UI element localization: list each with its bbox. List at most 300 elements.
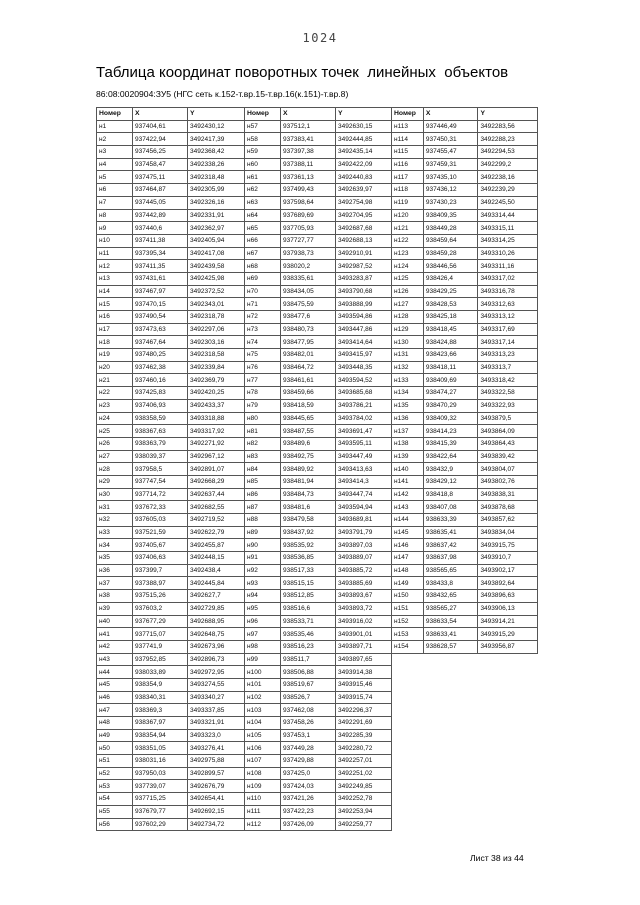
- y-coordinate: 3493312,63: [478, 298, 538, 311]
- y-coordinate: 3492369,79: [188, 374, 245, 387]
- table-row: [97, 323, 245, 336]
- x-coordinate: 937464,87: [133, 184, 188, 197]
- point-number: н97: [245, 628, 281, 641]
- y-coordinate: 3493448,35: [336, 361, 392, 374]
- table-row: [245, 158, 392, 171]
- y-coordinate: 3493415,97: [336, 349, 392, 362]
- point-number: н44: [97, 666, 133, 679]
- table-row: [392, 361, 538, 374]
- table-row: [245, 628, 392, 641]
- x-coordinate: 937445,05: [133, 196, 188, 209]
- x-coordinate: 938633,54: [423, 615, 478, 628]
- point-number: н53: [97, 780, 133, 793]
- table-row: [245, 539, 392, 552]
- point-number: н30: [97, 488, 133, 501]
- table-row: [392, 590, 538, 603]
- table-row: [245, 234, 392, 247]
- y-coordinate: 3493914,38: [336, 666, 392, 679]
- coordinates-table-3: [391, 107, 538, 654]
- point-number: н147: [392, 552, 424, 565]
- y-coordinate: 3492252,78: [336, 793, 392, 806]
- table-row: [245, 577, 392, 590]
- y-coordinate: 3492673,96: [188, 640, 245, 653]
- point-number: н15: [97, 298, 133, 311]
- x-coordinate: 938418,11: [423, 361, 478, 374]
- x-coordinate: 937603,2: [133, 602, 188, 615]
- x-coordinate: 937426,09: [281, 818, 336, 831]
- y-coordinate: 3492688,95: [188, 615, 245, 628]
- x-coordinate: 937714,72: [133, 488, 188, 501]
- point-number: н25: [97, 425, 133, 438]
- y-coordinate: 3492455,87: [188, 539, 245, 552]
- table-row: [97, 564, 245, 577]
- y-coordinate: 3492318,58: [188, 349, 245, 362]
- y-coordinate: 3492704,95: [336, 209, 392, 222]
- y-coordinate: 3493322,58: [478, 387, 538, 400]
- point-number: н82: [245, 437, 281, 450]
- point-number: н129: [392, 323, 424, 336]
- y-coordinate: 3492253,94: [336, 805, 392, 818]
- x-coordinate: 938470,29: [423, 399, 478, 412]
- x-coordinate: 937470,15: [133, 298, 188, 311]
- y-coordinate: 3493337,85: [188, 704, 245, 717]
- point-number: н61: [245, 171, 281, 184]
- table-row: [392, 234, 538, 247]
- y-coordinate: 3492296,37: [336, 704, 392, 717]
- x-coordinate: 937397,38: [281, 146, 336, 159]
- x-coordinate: 937462,08: [281, 704, 336, 717]
- table-row: [245, 450, 392, 463]
- table-row: [245, 564, 392, 577]
- y-coordinate: 3493896,63: [478, 590, 538, 603]
- table-row: [245, 272, 392, 285]
- table-row: [97, 577, 245, 590]
- x-coordinate: 937406,93: [133, 399, 188, 412]
- table-row: [392, 602, 538, 615]
- x-coordinate: 937436,12: [423, 184, 478, 197]
- table-row: [97, 514, 245, 527]
- x-coordinate: 938517,33: [281, 564, 336, 577]
- y-coordinate: 3492305,99: [188, 184, 245, 197]
- point-number: н19: [97, 349, 133, 362]
- y-coordinate: 3492438,4: [188, 564, 245, 577]
- point-number: н69: [245, 272, 281, 285]
- y-coordinate: 3492648,75: [188, 628, 245, 641]
- x-coordinate: 937361,13: [281, 171, 336, 184]
- x-coordinate: 937442,89: [133, 209, 188, 222]
- point-number: н96: [245, 615, 281, 628]
- point-number: н85: [245, 475, 281, 488]
- point-number: н11: [97, 247, 133, 260]
- y-coordinate: 3493594,52: [336, 374, 392, 387]
- y-coordinate: 3493317,14: [478, 336, 538, 349]
- x-coordinate: 937515,26: [133, 590, 188, 603]
- y-coordinate: 3493784,02: [336, 412, 392, 425]
- x-coordinate: 938424,88: [423, 336, 478, 349]
- x-coordinate: 938409,35: [423, 209, 478, 222]
- y-coordinate: 3492896,73: [188, 653, 245, 666]
- x-coordinate: 938459,66: [281, 387, 336, 400]
- x-coordinate: 937677,29: [133, 615, 188, 628]
- table-row: [245, 247, 392, 260]
- table-row: [392, 146, 538, 159]
- header-x: X: [423, 108, 478, 121]
- y-coordinate: 3492654,41: [188, 793, 245, 806]
- x-coordinate: 938449,28: [423, 222, 478, 235]
- y-coordinate: 3492668,29: [188, 475, 245, 488]
- point-number: н101: [245, 678, 281, 691]
- point-number: н54: [97, 793, 133, 806]
- x-coordinate: 938426,4: [423, 272, 478, 285]
- y-coordinate: 3493313,23: [478, 349, 538, 362]
- x-coordinate: 938418,8: [423, 488, 478, 501]
- table-row: [392, 374, 538, 387]
- point-number: н5: [97, 171, 133, 184]
- x-coordinate: 938039,37: [133, 450, 188, 463]
- x-coordinate: 937422,23: [281, 805, 336, 818]
- x-coordinate: 937679,77: [133, 805, 188, 818]
- y-coordinate: 3492239,29: [478, 184, 538, 197]
- point-number: н143: [392, 501, 424, 514]
- table-row: [97, 349, 245, 362]
- x-coordinate: 938031,16: [133, 755, 188, 768]
- y-coordinate: 3492368,42: [188, 146, 245, 159]
- table-row: [392, 158, 538, 171]
- point-number: н28: [97, 463, 133, 476]
- table-row: [97, 704, 245, 717]
- x-coordinate: 938487,55: [281, 425, 336, 438]
- y-coordinate: 3493893,72: [336, 602, 392, 615]
- table-row: [245, 209, 392, 222]
- y-coordinate: 3492430,12: [188, 120, 245, 133]
- table-row: [245, 336, 392, 349]
- x-coordinate: 938481,6: [281, 501, 336, 514]
- x-coordinate: 938363,79: [133, 437, 188, 450]
- y-coordinate: 3493802,76: [478, 475, 538, 488]
- x-coordinate: 937399,7: [133, 564, 188, 577]
- x-coordinate: 937449,28: [281, 742, 336, 755]
- table-row: [97, 260, 245, 273]
- y-coordinate: 3493956,87: [478, 640, 538, 653]
- x-coordinate: 937440,6: [133, 222, 188, 235]
- y-coordinate: 3493316,78: [478, 285, 538, 298]
- point-number: н35: [97, 552, 133, 565]
- y-coordinate: 3492899,57: [188, 767, 245, 780]
- x-coordinate: 937512,1: [281, 120, 336, 133]
- x-coordinate: 937422,94: [133, 133, 188, 146]
- y-coordinate: 3493594,94: [336, 501, 392, 514]
- x-coordinate: 938369,3: [133, 704, 188, 717]
- table-row: [97, 311, 245, 324]
- y-coordinate: 3492422,09: [336, 158, 392, 171]
- point-number: н70: [245, 285, 281, 298]
- y-coordinate: 3492687,68: [336, 222, 392, 235]
- x-coordinate: 938429,25: [423, 285, 478, 298]
- table-row: [245, 387, 392, 400]
- x-coordinate: 937938,73: [281, 247, 336, 260]
- table-row: [245, 475, 392, 488]
- y-coordinate: 3493317,69: [478, 323, 538, 336]
- table-row: [245, 399, 392, 412]
- y-coordinate: 3492420,25: [188, 387, 245, 400]
- y-coordinate: 3493691,47: [336, 425, 392, 438]
- table-row: [97, 755, 245, 768]
- table-row: [245, 361, 392, 374]
- x-coordinate: 937395,34: [133, 247, 188, 260]
- x-coordinate: 938516,6: [281, 602, 336, 615]
- table-row: [97, 539, 245, 552]
- y-coordinate: 3493314,44: [478, 209, 538, 222]
- x-coordinate: 937431,61: [133, 272, 188, 285]
- x-coordinate: 938637,42: [423, 539, 478, 552]
- x-coordinate: 938429,12: [423, 475, 478, 488]
- y-coordinate: 3492303,16: [188, 336, 245, 349]
- table-row: [97, 729, 245, 742]
- point-number: н50: [97, 742, 133, 755]
- table-row: [97, 526, 245, 539]
- y-coordinate: 3493897,03: [336, 539, 392, 552]
- x-coordinate: 938635,41: [423, 526, 478, 539]
- x-coordinate: 938033,89: [133, 666, 188, 679]
- table-row: [392, 272, 538, 285]
- point-number: н141: [392, 475, 424, 488]
- y-coordinate: 3493313,12: [478, 311, 538, 324]
- point-number: н92: [245, 564, 281, 577]
- table-row: [97, 602, 245, 615]
- sheet-counter: Лист 38 из 44: [470, 853, 524, 863]
- y-coordinate: 3492238,16: [478, 171, 538, 184]
- table-row: [245, 755, 392, 768]
- table-row: [97, 425, 245, 438]
- y-coordinate: 3492362,97: [188, 222, 245, 235]
- y-coordinate: 3492987,52: [336, 260, 392, 273]
- point-number: н116: [392, 158, 424, 171]
- x-coordinate: 938480,73: [281, 323, 336, 336]
- table-row: [245, 526, 392, 539]
- y-coordinate: 3493283,87: [336, 272, 392, 285]
- y-coordinate: 3492622,79: [188, 526, 245, 539]
- point-number: н103: [245, 704, 281, 717]
- table-row: [97, 717, 245, 730]
- point-number: н98: [245, 640, 281, 653]
- point-number: н4: [97, 158, 133, 171]
- table-row: [245, 298, 392, 311]
- x-coordinate: 938367,63: [133, 425, 188, 438]
- point-number: н88: [245, 514, 281, 527]
- y-coordinate: 3492417,39: [188, 133, 245, 146]
- point-number: н121: [392, 222, 424, 235]
- point-number: н49: [97, 729, 133, 742]
- x-coordinate: 937453,1: [281, 729, 336, 742]
- y-coordinate: 3493901,01: [336, 628, 392, 641]
- y-coordinate: 3493685,68: [336, 387, 392, 400]
- x-coordinate: 938633,39: [423, 514, 478, 527]
- y-coordinate: 3492688,13: [336, 234, 392, 247]
- table-row: [392, 323, 538, 336]
- x-coordinate: 938459,64: [423, 234, 478, 247]
- table-row: [245, 222, 392, 235]
- point-number: н67: [245, 247, 281, 260]
- point-number: н114: [392, 133, 424, 146]
- x-coordinate: 937411,35: [133, 260, 188, 273]
- point-number: н42: [97, 640, 133, 653]
- y-coordinate: 3493902,17: [478, 564, 538, 577]
- table-row: [97, 120, 245, 133]
- x-coordinate: 938474,27: [423, 387, 478, 400]
- point-number: н68: [245, 260, 281, 273]
- point-number: н142: [392, 488, 424, 501]
- y-coordinate: 3493906,13: [478, 602, 538, 615]
- table-row: [392, 425, 538, 438]
- table-row: [392, 628, 538, 641]
- y-coordinate: 3493915,29: [478, 628, 538, 641]
- point-number: н32: [97, 514, 133, 527]
- point-number: н124: [392, 260, 424, 273]
- x-coordinate: 938535,46: [281, 628, 336, 641]
- y-coordinate: 3493915,75: [478, 539, 538, 552]
- point-number: н125: [392, 272, 424, 285]
- y-coordinate: 3492440,83: [336, 171, 392, 184]
- x-coordinate: 938477,6: [281, 311, 336, 324]
- table-row: [245, 615, 392, 628]
- x-coordinate: 938475,59: [281, 298, 336, 311]
- point-number: н145: [392, 526, 424, 539]
- point-number: н29: [97, 475, 133, 488]
- x-coordinate: 937458,47: [133, 158, 188, 171]
- point-number: н43: [97, 653, 133, 666]
- table-row: [392, 120, 538, 133]
- header-y: Y: [188, 108, 245, 121]
- x-coordinate: 938533,71: [281, 615, 336, 628]
- table-row: [245, 323, 392, 336]
- y-coordinate: 3493914,21: [478, 615, 538, 628]
- point-number: н104: [245, 717, 281, 730]
- point-number: н109: [245, 780, 281, 793]
- table-row: [245, 767, 392, 780]
- table-row: [392, 133, 538, 146]
- x-coordinate: 938340,31: [133, 691, 188, 704]
- point-number: н74: [245, 336, 281, 349]
- y-coordinate: 3493897,71: [336, 640, 392, 653]
- y-coordinate: 3493834,04: [478, 526, 538, 539]
- table-row: [97, 234, 245, 247]
- x-coordinate: 937467,64: [133, 336, 188, 349]
- point-number: н27: [97, 450, 133, 463]
- x-coordinate: 937456,25: [133, 146, 188, 159]
- point-number: н17: [97, 323, 133, 336]
- y-coordinate: 3492444,85: [336, 133, 392, 146]
- point-number: н60: [245, 158, 281, 171]
- table-row: [245, 349, 392, 362]
- y-coordinate: 3492972,95: [188, 666, 245, 679]
- table-row: [392, 222, 538, 235]
- x-coordinate: 937425,83: [133, 387, 188, 400]
- y-coordinate: 3492299,2: [478, 158, 538, 171]
- point-number: н26: [97, 437, 133, 450]
- point-number: н123: [392, 247, 424, 260]
- point-number: н64: [245, 209, 281, 222]
- x-coordinate: 937602,29: [133, 818, 188, 831]
- table-row: [392, 311, 538, 324]
- point-number: н122: [392, 234, 424, 247]
- table-row: [245, 590, 392, 603]
- x-coordinate: 938477,95: [281, 336, 336, 349]
- y-coordinate: 3492259,77: [336, 818, 392, 831]
- table-row: [392, 488, 538, 501]
- point-number: н47: [97, 704, 133, 717]
- y-coordinate: 3493878,68: [478, 501, 538, 514]
- table-row: [97, 158, 245, 171]
- x-coordinate: 937435,10: [423, 171, 478, 184]
- table-row: [97, 488, 245, 501]
- x-coordinate: 938367,97: [133, 717, 188, 730]
- x-coordinate: 938432,65: [423, 590, 478, 603]
- table-row: [97, 222, 245, 235]
- y-coordinate: 3493318,42: [478, 374, 538, 387]
- y-coordinate: 3492448,15: [188, 552, 245, 565]
- x-coordinate: 937958,5: [133, 463, 188, 476]
- x-coordinate: 937429,88: [281, 755, 336, 768]
- y-coordinate: 3492285,39: [336, 729, 392, 742]
- y-coordinate: 3492967,12: [188, 450, 245, 463]
- x-coordinate: 938489,92: [281, 463, 336, 476]
- point-number: н135: [392, 399, 424, 412]
- y-coordinate: 3493313,7: [478, 361, 538, 374]
- x-coordinate: 937425,0: [281, 767, 336, 780]
- table-row: [97, 387, 245, 400]
- x-coordinate: 938515,15: [281, 577, 336, 590]
- point-number: н46: [97, 691, 133, 704]
- x-coordinate: 938414,23: [423, 425, 478, 438]
- x-coordinate: 937450,31: [423, 133, 478, 146]
- point-number: н136: [392, 412, 424, 425]
- x-coordinate: 938358,59: [133, 412, 188, 425]
- table-row: [245, 488, 392, 501]
- x-coordinate: 938628,57: [423, 640, 478, 653]
- table-row: [97, 691, 245, 704]
- header-y: Y: [336, 108, 392, 121]
- y-coordinate: 3492294,53: [478, 146, 538, 159]
- y-coordinate: 3493857,62: [478, 514, 538, 527]
- point-number: н84: [245, 463, 281, 476]
- y-coordinate: 3493864,43: [478, 437, 538, 450]
- point-number: н18: [97, 336, 133, 349]
- y-coordinate: 3492405,94: [188, 234, 245, 247]
- y-coordinate: 3493791,79: [336, 526, 392, 539]
- point-number: н102: [245, 691, 281, 704]
- x-coordinate: 937421,26: [281, 793, 336, 806]
- coordinates-tables: [96, 107, 538, 842]
- y-coordinate: 3492627,7: [188, 590, 245, 603]
- point-number: н20: [97, 361, 133, 374]
- point-number: н83: [245, 450, 281, 463]
- x-coordinate: 938409,69: [423, 374, 478, 387]
- point-number: н71: [245, 298, 281, 311]
- table-header-row: [392, 108, 538, 121]
- x-coordinate: 938459,28: [423, 247, 478, 260]
- header-x: X: [133, 108, 188, 121]
- table-row: [245, 793, 392, 806]
- y-coordinate: 3493447,86: [336, 323, 392, 336]
- point-number: н150: [392, 590, 424, 603]
- point-number: н134: [392, 387, 424, 400]
- table-row: [97, 767, 245, 780]
- y-coordinate: 3493915,74: [336, 691, 392, 704]
- point-number: н90: [245, 539, 281, 552]
- x-coordinate: 938418,45: [423, 323, 478, 336]
- y-coordinate: 3492439,58: [188, 260, 245, 273]
- y-coordinate: 3493310,26: [478, 247, 538, 260]
